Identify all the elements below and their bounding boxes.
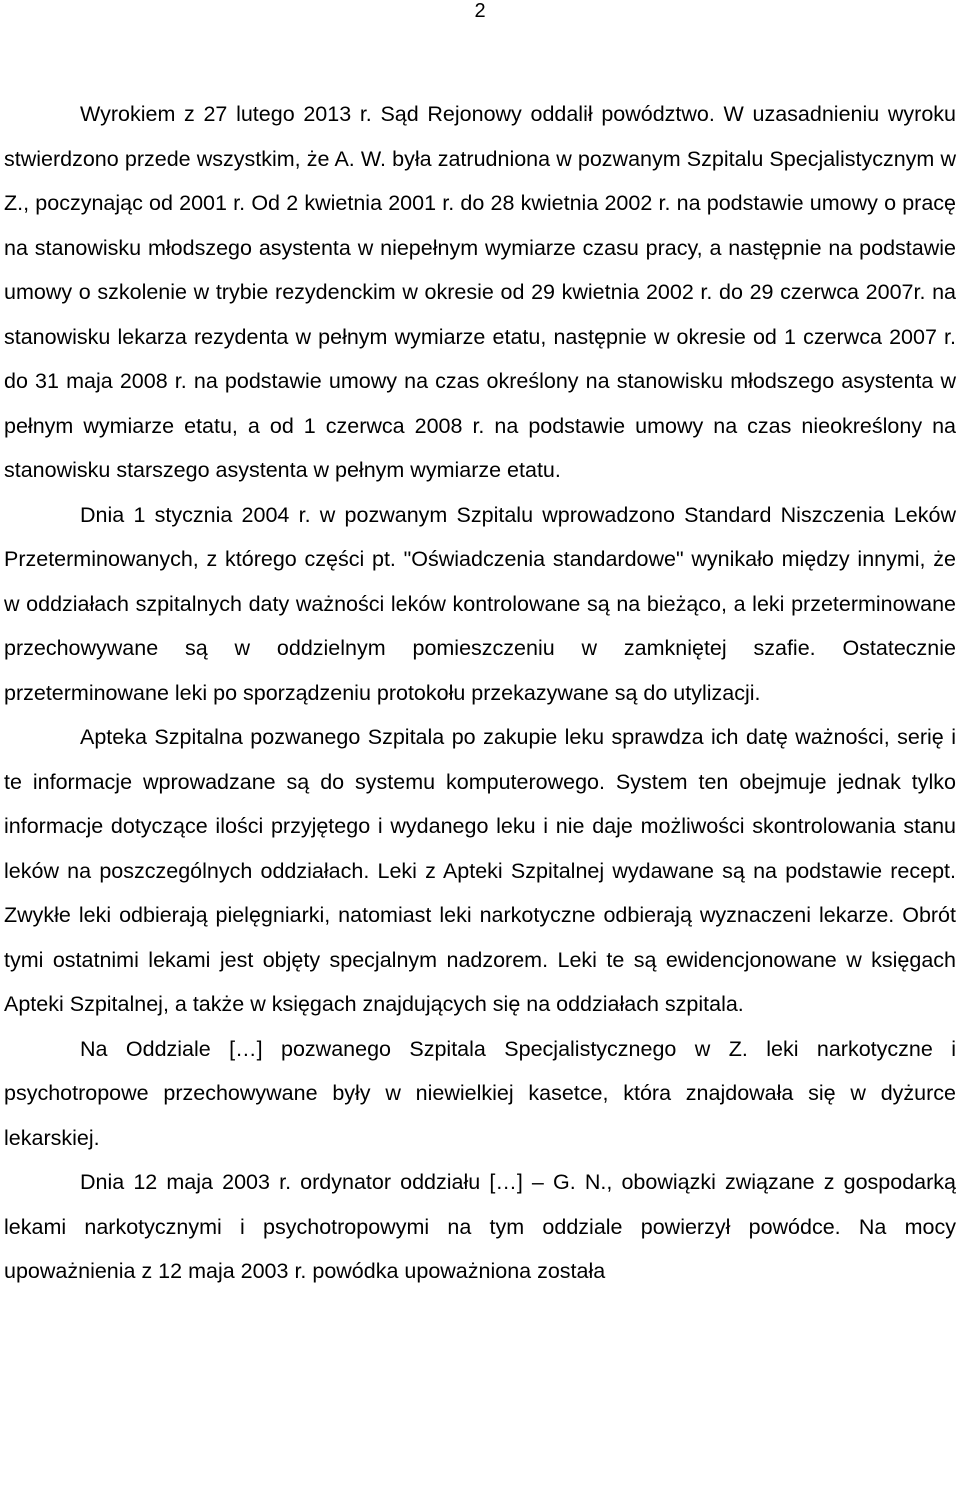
document-body xyxy=(4,92,956,1294)
paragraph-ward-storage: Na Oddziale […] pozwanego Szpitala Specjalistycznego w Z. leki narkotyczne i psychotropowe przechowywane były w niewielkiej kasetce, która znajdowała się w dyżurce lekarskiej. xyxy=(4,1036,956,1150)
paragraph-pharmacy: Apteka Szpitalna pozwanego Szpitala po zakupie leku sprawdza ich datę ważności, serię i te informacje wprowadzane są do systemu komputerowego. System ten obejmuje jednak tylko informacje dotyczące ilości przyjętego i wydanego leku i nie daje możliwości skontrolowania stanu leków na poszczególnych oddziałach. Leki z Apteki Szpitalnej wydawane są na podstawie recept. Zwykłe leki odbierają pielęgniarki, natomiast leki narkotyczne odbierają wyznaczeni lekarze. Obrót tymi ostatnimi lekami jest objęty specjalnym nadzorem. Leki te są ewidencjonowane w księgach Apteki Szpitalnej, a także w księgach znajdujących się na oddziałach szpitala. xyxy=(4,725,956,1016)
paragraph-judgment: Wyrokiem z 27 lutego 2013 r. Sąd Rejonowy oddalił powództwo. W uzasadnieniu wyroku stwierdzono przede wszystkim, że A. W. była zatrudniona w pozwanym Szpitalu Specjalistycznym w Z., poczynając od 2001 r. Od 2 kwietnia 2001 r. do 28 kwietnia 2002 r. na podstawie umowy o pracę na stanowisku młodszego asystenta w niepełnym wymiarze czasu pracy, a następnie na podstawie umowy o szkolenie w trybie rezydenckim w okresie od 29 kwietnia 2002 r. do 29 czerwca 2007r. na stanowisku lekarza rezydenta w pełnym wymiarze etatu, następnie w okresie od 1 czerwca 2007 r. do 31 maja 2008 r. na podstawie umowy na czas określony na stanowisku młodszego asystenta w pełnym wymiarze etatu, a od 1 czerwca 2008 r. na podstawie umowy na czas nieokreślony na stanowisku starszego asystenta w pełnym wymiarze etatu. xyxy=(4,102,956,482)
paragraph-authorization: Dnia 12 maja 2003 r. ordynator oddziału […] – G. N., obowiązki związane z gospodarką lekami narkotycznymi i psychotropowymi na tym oddziale powierzył powódce. Na mocy upoważnienia z 12 maja 2003 r. powódka upoważniona została xyxy=(4,1170,956,1283)
paragraph-standard: Dnia 1 stycznia 2004 r. w pozwanym Szpitalu wprowadzono Standard Niszczenia Leków Przeterminowanych, z którego części pt. "Oświadczenia standardowe" wynikało między innymi, że w oddziałach szpitalnych daty ważności leków kontrolowane są na bieżąco, a leki przeterminowane przechowywane są w oddzielnym pomieszczeniu w zamkniętej szafie. Ostatecznie przeterminowane leki po sporządzeniu protokołu przekazywane są do utylizacji. xyxy=(4,502,956,705)
page-number: 2 xyxy=(474,0,486,22)
